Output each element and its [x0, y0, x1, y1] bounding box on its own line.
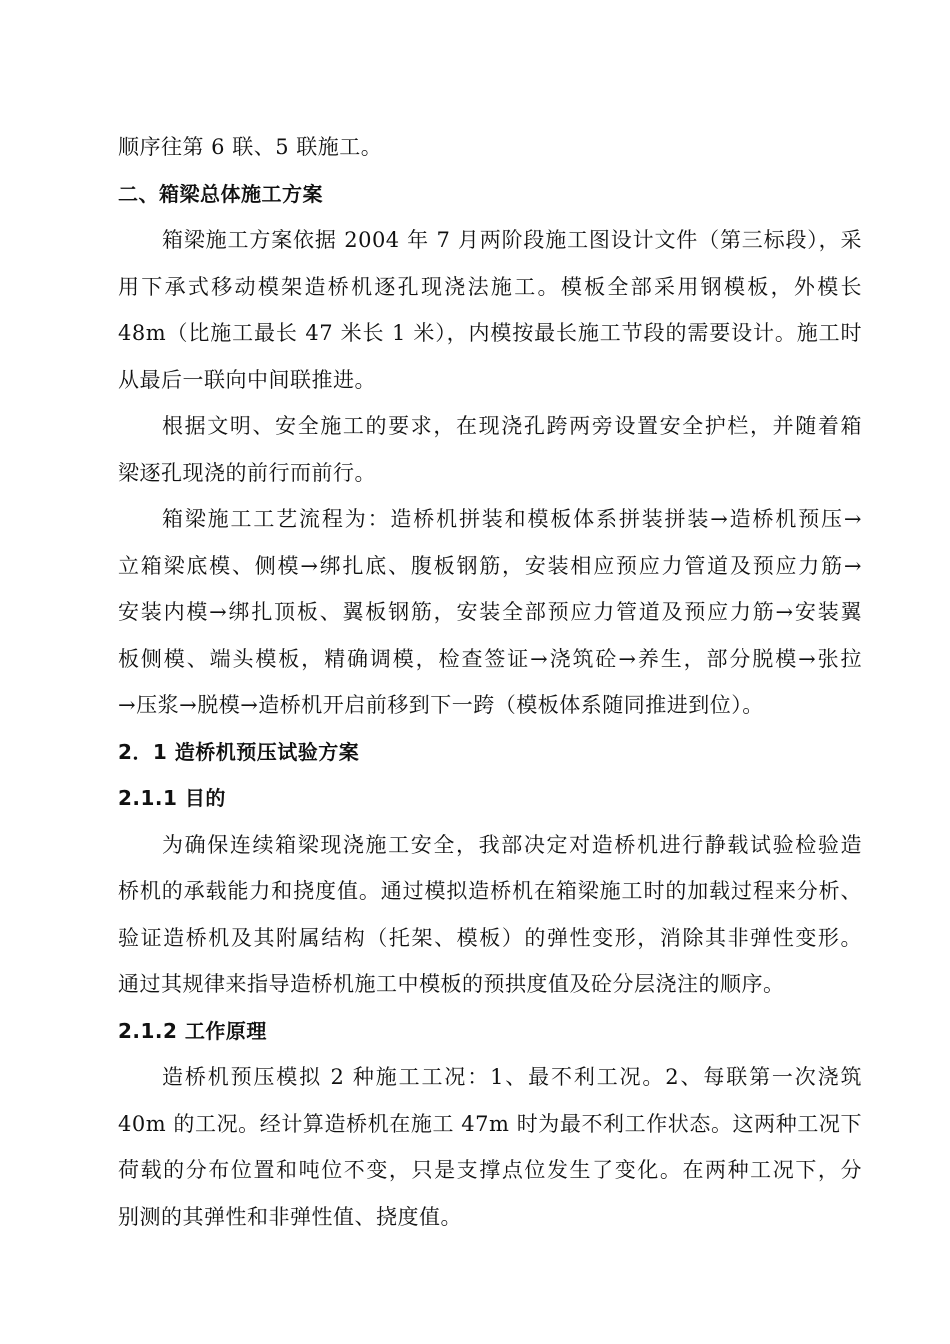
paragraph-purpose: [118, 822, 862, 1008]
paragraph-line: →压浆→脱模→造桥机开启前移到下一跨（模板体系随同推进到位）。: [118, 693, 764, 717]
paragraph-line: 为确保连续箱梁现浇施工安全，我部决定对造桥机进行静载试验检验造: [162, 832, 862, 857]
paragraph-process-flow: [118, 496, 862, 729]
paragraph-line: 板侧模、端头模板，精确调模，检查签证→浇筑砼→养生，部分脱模→张拉: [118, 646, 862, 671]
paragraph-working-principle: [118, 1054, 862, 1240]
paragraph-line: 40m 的工况。经计算造桥机在施工 47m 时为最不利工作状态。这两种工况下: [118, 1111, 862, 1136]
paragraph-line: 荷载的分布位置和吨位不变，只是支撑点位发生了变化。在两种工况下，分: [118, 1158, 862, 1182]
paragraph-line: 根据文明、安全施工的要求，在现浇孔跨两旁设置安全护栏，并随着箱: [162, 414, 862, 438]
paragraph-line: 安装内模→绑扎顶板、翼板钢筋，安装全部预应力管道及预应力筋→安装翼: [118, 600, 862, 624]
paragraph-line: 验证造桥机及其附属结构（托架、模板）的弹性变形，消除其非弹性变形。: [118, 925, 862, 950]
section-heading-working-principle: 2.1.2 工作原理: [118, 1018, 267, 1043]
paragraph-line: 桥机的承载能力和挠度值。通过模拟造桥机在箱梁施工时的加载过程来分析、: [118, 879, 862, 903]
paragraph-line: 48m（比施工最长 47 米长 1 米），内模按最长施工节段的需要设计。施工时: [118, 321, 862, 345]
paragraph-line: 立箱梁底模、侧模→绑扎底、腹板钢筋，安装相应预应力管道及预应力筋→: [118, 553, 862, 578]
paragraph-line: 用下承式移动模架造桥机逐孔现浇法施工。模板全部采用钢模板，外模长: [118, 274, 862, 299]
paragraph-line: 造桥机预压模拟 2 种施工工况：1、最不利工况。2、每联第一次浇筑: [162, 1065, 862, 1089]
paragraph-line: 箱梁施工方案依据 2004 年 7 月两阶段施工图设计文件（第三标段），采: [162, 228, 862, 252]
paragraph-safety: [118, 403, 862, 496]
document-page: [118, 124, 862, 1240]
paragraph-line: 箱梁施工工艺流程为：造桥机拼装和模板体系拼装拼装→造桥机预压→: [162, 507, 862, 531]
intro-line: 顺序往第 6 联、5 联施工。: [118, 135, 383, 159]
paragraph-line: 通过其规律来指导造桥机施工中模板的预拱度值及砼分层浇注的顺序。: [118, 972, 785, 996]
section-heading-overall-plan: 二、箱梁总体施工方案: [118, 181, 323, 206]
paragraph-line: 从最后一联向中间联推进。: [118, 367, 376, 392]
paragraph-construction-plan: [118, 217, 862, 403]
paragraph-line: 梁逐孔现浇的前行而前行。: [118, 460, 376, 485]
section-heading-preload-test: 2．1 造桥机预压试验方案: [118, 739, 360, 764]
section-heading-purpose: 2.1.1 目的: [118, 786, 226, 810]
paragraph-line: 别测的其弹性和非弹性值、挠度值。: [118, 1204, 462, 1229]
